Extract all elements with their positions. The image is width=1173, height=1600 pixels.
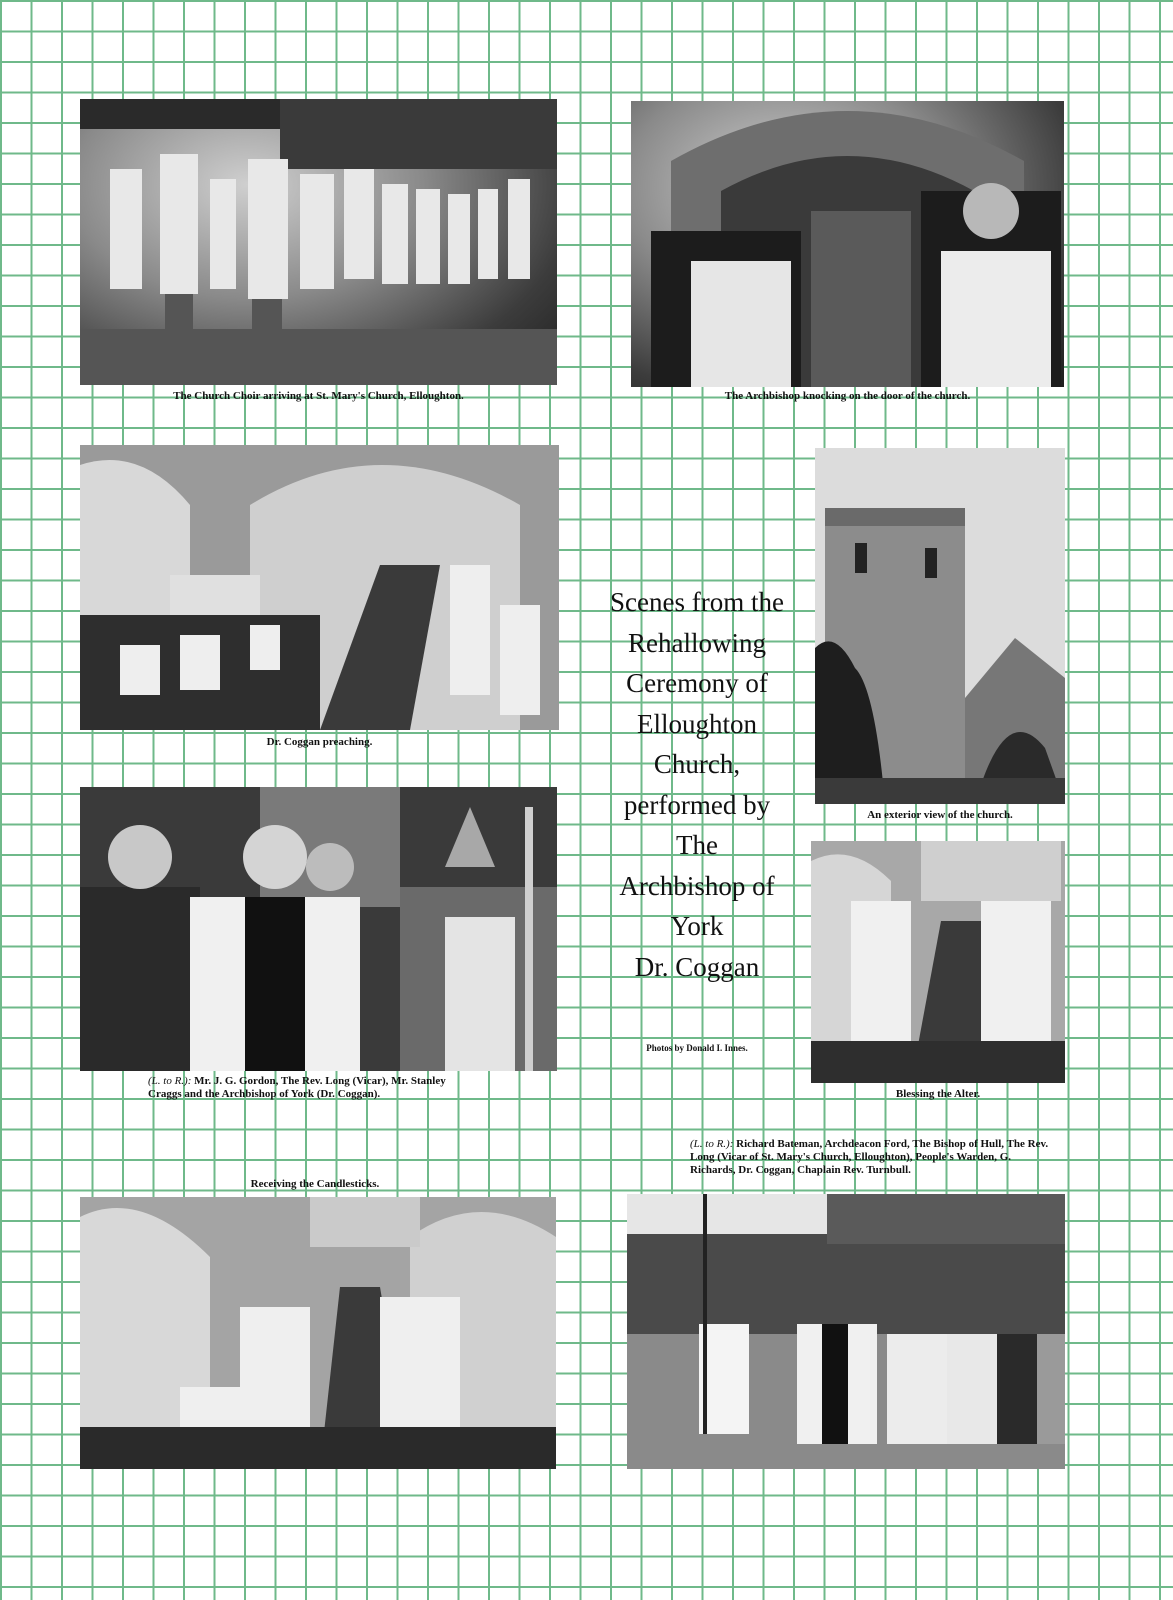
- caption-group-text: Mr. J. G. Gordon, The Rev. Long (Vicar), Mr. Stanley Craggs and the Archbishop of York (Dr. Coggan).: [148, 1075, 446, 1100]
- title-line: Ceremony of: [626, 668, 768, 698]
- photo-coggan-preaching: [80, 445, 559, 730]
- caption-group-prefix: (L. to R.):: [148, 1075, 192, 1087]
- photo-choir-arriving: [80, 99, 557, 385]
- title-line: Scenes from the: [610, 587, 784, 617]
- caption-knocking: The Archbishop knocking on the door of the church.: [724, 390, 971, 402]
- page-title: [562, 582, 832, 987]
- title-line: Dr. Coggan: [634, 951, 760, 982]
- photo-church-exterior: [815, 448, 1065, 804]
- title-line: York: [670, 911, 724, 941]
- caption-altar: Blessing the Alter.: [895, 1088, 981, 1100]
- photo-credit: Photos by Donald I. Innes.: [646, 1043, 748, 1053]
- caption-preaching: Dr. Coggan preaching.: [266, 736, 373, 748]
- title-line: Rehallowing: [628, 627, 766, 658]
- photo-receiving-candlesticks: [80, 1197, 556, 1469]
- caption-procession-text: Richard Bateman, Archdeacon Ford, The Bishop of Hull, The Rev. Long (Vicar of St. Mary's Church, Elloughton), People's Warden, G. Richards, Dr. Coggan, Chaplain Rev. Turnbull.: [690, 1138, 1049, 1176]
- photo-group-gordon-long-craggs-coggan: [80, 787, 557, 1071]
- caption-procession-prefix: (L. to R.):: [690, 1138, 734, 1150]
- caption-choir: The Church Choir arriving at St. Mary's Church, Elloughton.: [173, 390, 464, 402]
- caption-candlesticks: Receiving the Candlesticks.: [250, 1178, 380, 1190]
- photo-procession: [627, 1194, 1065, 1469]
- title-line: Archbishop of: [619, 870, 775, 901]
- title-line: performed by: [623, 789, 771, 820]
- caption-exterior: An exterior view of the church.: [867, 809, 1013, 821]
- title-line: Church,: [653, 749, 741, 779]
- photo-blessing-altar: [811, 841, 1065, 1083]
- caption-procession: [690, 1138, 1054, 1177]
- title-line: Elloughton: [637, 708, 757, 739]
- title-line: The: [676, 830, 718, 860]
- photo-archbishop-knocking: [631, 101, 1064, 387]
- caption-group: [148, 1075, 478, 1101]
